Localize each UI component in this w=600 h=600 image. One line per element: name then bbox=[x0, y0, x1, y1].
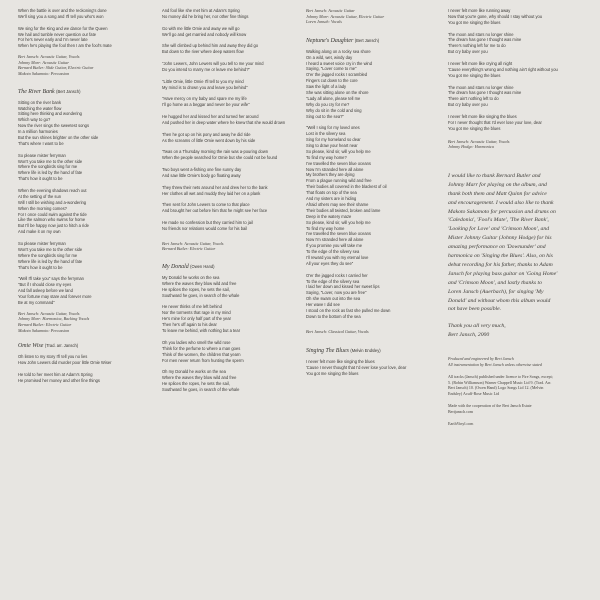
website-url: EarthVinyl.com bbox=[448, 421, 474, 427]
lyric-line: I heard a sweet voice cry in the wind bbox=[306, 60, 372, 66]
lyric-line: I laid her down and kissed her sweet lips bbox=[306, 284, 380, 290]
lyric-line: Their bodies all covered in the blackest of oil bbox=[306, 184, 387, 190]
publishing-line: Bert Jansch) 10. (Owen Hand) Logo Songs Ltd 12. (Melvin bbox=[448, 385, 544, 391]
lyric-line: Her wave I did see bbox=[306, 302, 340, 308]
lyric-line: Where the waves they blow wild and free bbox=[162, 375, 237, 381]
thanks-line: Loren Jansch (Auerbach), for singing 'My bbox=[448, 288, 544, 295]
song-title-my-donald: My Donald (Owen Hand) bbox=[162, 264, 215, 271]
lyric-line: Oh my Donald he works on the sea bbox=[162, 369, 226, 375]
thanks-line: and 'Crimson Moon', and lastly thanks to bbox=[448, 279, 542, 286]
lyric-line: Saying, "Lover, now you are free" bbox=[306, 290, 367, 296]
lyric-line: Will I still be wishing and a-wondering bbox=[18, 199, 87, 205]
credit-line: Bert Jansch: Acoustic Guitar, Vocals bbox=[18, 54, 80, 60]
lyric-line: We hail and tumble never question our fate bbox=[18, 31, 96, 37]
lyric-line: Oh she swam out into the sea bbox=[306, 296, 361, 302]
lyric-line: If you promise you will take me bbox=[306, 243, 362, 249]
lyric-line: And fool like she met him at Adam's Spring bbox=[162, 8, 240, 13]
column-4 bbox=[448, 0, 594, 600]
lyric-line: Saw the light of a lady bbox=[306, 84, 347, 90]
lyric-line: You got me singing the blues bbox=[448, 72, 501, 78]
lyric-line: Lost in the silvery sea bbox=[306, 131, 346, 137]
lyric-line: Sing to draw your heart near bbox=[306, 143, 358, 149]
lyric-line: Which way to go? bbox=[18, 117, 51, 123]
song-title-river-bank: The River Bank (Bert Jansch) bbox=[18, 88, 81, 95]
lyric-line: Now I'm stranded here all alone bbox=[306, 237, 364, 243]
lyric-line: Now I'm stranded here all alone bbox=[306, 166, 364, 172]
song-credits bbox=[18, 311, 146, 333]
lyric-line: No friends nor relations would come for his bail bbox=[162, 225, 248, 231]
lyric-line: She will climbed up behind him and away they did go bbox=[162, 43, 259, 49]
lyric-line: Then he got up on his pony and away he did ride bbox=[162, 131, 251, 137]
lyric-line: You got me singing the blues bbox=[306, 371, 359, 377]
column-3 bbox=[306, 0, 436, 600]
lyric-line: From a plague running wild and free bbox=[306, 178, 372, 184]
lyric-line: "Well I'll take you" says the ferryman bbox=[18, 276, 84, 282]
thanks-line: 'Looking for Love' and 'Crimson Moon', and bbox=[448, 226, 550, 233]
song-verses bbox=[18, 100, 146, 306]
lyric-line: But the sun shines brighter on the other side bbox=[18, 134, 99, 140]
thanks-line: and encouragement. I would also like to thank bbox=[448, 199, 554, 206]
estate-line: Bertjansch.com bbox=[448, 408, 473, 414]
thanks-line: Mister Johnny Guitar (Johnny Hodge) for his bbox=[448, 235, 552, 242]
lyric-line: When the evening shadows reach out bbox=[18, 187, 87, 193]
song-verses bbox=[448, 8, 594, 132]
lyric-line: Think for the perfume to where a man goes bbox=[162, 345, 241, 351]
lyric-line: That's how it ought to be bbox=[18, 264, 63, 270]
lyric-line: So please mister ferryman bbox=[18, 152, 66, 158]
song-verses bbox=[306, 49, 436, 320]
lyric-line: Where life is led by the hand of fate bbox=[18, 258, 83, 264]
credit-line: Bert Jansch: Acoustic Guitar, Vocals bbox=[162, 240, 224, 246]
song-credits bbox=[306, 8, 436, 25]
column-1 bbox=[18, 0, 146, 600]
lyric-line: I'll go home as a beggar and never be your wife" bbox=[162, 102, 250, 108]
lyric-line: To find my way home? bbox=[306, 154, 347, 160]
lyric-line: He splices the ropes, he sets the sail, bbox=[162, 381, 230, 387]
lyric-line: You got me singing the blues bbox=[448, 19, 501, 25]
lyric-line: Think of the women, the children that yearn bbox=[162, 351, 241, 357]
lyric-line: We'll go and get married and nobody will know bbox=[162, 31, 247, 37]
lyric-line: He promised her money and other fine things bbox=[18, 377, 100, 383]
lyric-line: Now that you're gone, why should I stay without you bbox=[448, 13, 543, 19]
lyric-line: Nor the torments that rage in my mind bbox=[162, 310, 231, 316]
lyric-line: For I once could swim against the tide bbox=[18, 211, 87, 217]
lyric-line: O'er the jagged rocks I scrambled bbox=[306, 72, 368, 78]
lyric-line: Then sent for John Lewers to come to that place bbox=[162, 202, 250, 208]
lyric-line: For men never return from hunting the sperm bbox=[162, 357, 244, 363]
thanks-line: Johnny Marr for playing on the album, and bbox=[448, 181, 547, 188]
publishing-line: All tracks (Jansch) published under licence to Fire Songs, except; bbox=[448, 374, 553, 380]
lyric-line: Why do you cry for me? bbox=[306, 101, 350, 107]
lyric-line: In a million harmonies bbox=[18, 129, 58, 135]
publishing-notes bbox=[448, 374, 594, 396]
credit-line: Johnny Marr: Harmonica, Backing Vocals bbox=[18, 316, 90, 322]
lyric-line: Her clothes all wet and muddy they laid her on a plank bbox=[162, 190, 261, 196]
lyric-line: He's mine for only half part of the year bbox=[162, 316, 232, 322]
thanks-line: thank both them and Matt Quinn for advice bbox=[448, 190, 547, 197]
thanks-line: harmonica on 'Singing the Blues'. Also, on his bbox=[448, 253, 553, 260]
lyric-line: And saw little Omie's body go floating away bbox=[162, 172, 241, 178]
lyric-line: They threw their nets around her and drew her to the bank bbox=[162, 184, 268, 190]
song-verses bbox=[18, 354, 146, 383]
lyric-line: That floats on top of the sea bbox=[306, 190, 357, 196]
lyric-line: "Well I sing for my loved ones bbox=[306, 125, 360, 131]
lyric-line: Sing for my homeland so dear bbox=[306, 137, 361, 143]
lyric-line: "John Lewers, John Lewers will you tell to me your mind bbox=[162, 61, 264, 67]
lyric-line: Why do sit in the cold and sing bbox=[306, 107, 362, 113]
lyric-line: Where life is led by the hand of fate bbox=[18, 170, 83, 176]
lyric-line: He never thinks of me left behind bbox=[162, 304, 222, 310]
lyric-line: Oh you ladies who smell the wild rose bbox=[162, 339, 231, 345]
lyric-line: As the screams of little Omie went down by his side bbox=[162, 137, 256, 143]
thanks-line: Jansch for playing bass guitar on 'Going Home' bbox=[448, 270, 558, 277]
song-verses bbox=[306, 359, 436, 377]
lyric-line: To the edge of the silvery sea bbox=[306, 278, 360, 284]
lyric-line: The moon and stars no longer shine bbox=[448, 84, 514, 90]
lyric-line: Southward he goes, in search of the whale bbox=[162, 386, 240, 392]
lyric-line: There's nothing left for me to do bbox=[448, 43, 506, 49]
lyric-line: Walking along on a rocky sea shore bbox=[306, 48, 371, 54]
lyric-line: We'll sing you a song and I'll tell you who's won bbox=[18, 13, 104, 19]
lyric-line: The dream has gone I thought was mine bbox=[448, 90, 522, 96]
lyric-line: I'll reward you with my eternal love bbox=[306, 254, 369, 260]
lyric-line: Do you intend to marry me or leave me behind?" bbox=[162, 66, 250, 72]
lyric-line: And brought her out before him that he might see her face bbox=[162, 208, 268, 214]
lyric-line: He splices the ropes, he sets the sail, bbox=[162, 286, 230, 292]
lyric-line: Oh listen to my story I'll tell you no lies bbox=[18, 354, 88, 360]
song-title-neptunes-daughter: Neptune's Daughter (Bert Jansch) bbox=[306, 37, 380, 44]
lyric-line: For he's never early and I'm never late bbox=[18, 37, 88, 43]
credit-line: Bert Jansch: Acoustic Guitar, Vocals bbox=[18, 310, 80, 316]
song-credits bbox=[448, 139, 594, 150]
lyric-line: Their bodies all twisted, broken and lame bbox=[306, 207, 381, 213]
lyric-line: Deep in the watery maze bbox=[306, 213, 352, 219]
lyric-line: That's where I want to be bbox=[18, 140, 64, 146]
lyric-line: No money did he bring her, nor other fine things bbox=[162, 13, 249, 19]
lyric-line: Then he's off again to his dear bbox=[162, 322, 217, 328]
lyric-line: How John Lewers did murder poor little Omie Wiser bbox=[18, 360, 112, 366]
lyric-line: I've travelled the seven blue oceans bbox=[306, 160, 371, 166]
lyric-line: On a wild, wet, windy day bbox=[306, 54, 353, 60]
lyric-line: "But if I should close my eyes bbox=[18, 282, 72, 288]
lyric-line: Won't you take me to the other side bbox=[18, 246, 83, 252]
thanks-line: I would like to thank Bernard Butler and bbox=[448, 172, 541, 179]
lyric-line: He made no confession but they carried him to jail bbox=[162, 220, 253, 226]
lyric-line: We sing for the King and we dance for the Queen bbox=[18, 25, 108, 31]
lyric-line: That's how it ought to be bbox=[18, 176, 63, 182]
thanks-line: not have been possible. bbox=[448, 306, 502, 313]
lyric-line: And my sisters are in hiding bbox=[306, 196, 357, 202]
lyric-line: When the morning comes? bbox=[18, 205, 67, 211]
production-line: All instrumentation by Bert Jansch unless otherwise stated bbox=[448, 361, 542, 367]
lyric-line: At the setting of the sun bbox=[18, 193, 62, 199]
lyric-line: Two boys went a-fishing one fine sunny day bbox=[162, 167, 242, 173]
song-verses bbox=[18, 8, 146, 49]
lyric-line: Where the songbirds sing for me bbox=[18, 252, 78, 258]
lyric-line: And fall asleep before we land bbox=[18, 288, 73, 294]
lyric-line: To the edge of the silvery sea bbox=[306, 249, 360, 255]
song-verses bbox=[162, 8, 290, 232]
lyric-line: O'er the jagged rocks I carried her bbox=[306, 272, 368, 278]
lyric-line: My Donald he works on the sea bbox=[162, 275, 220, 281]
credit-line: Bernard Butler: Slide Guitar, Electric Guitar bbox=[18, 65, 94, 71]
lyric-line: And make it on my own bbox=[18, 229, 61, 235]
lyric-line: So please mister ferryman bbox=[18, 240, 66, 246]
lyric-line: You got me singing the blues bbox=[448, 125, 501, 131]
lyric-line: Where the waves they blow wild and free bbox=[162, 280, 237, 286]
lyric-line: But cry baby over you bbox=[448, 49, 488, 55]
lyric-line: Be at my command" bbox=[18, 299, 55, 305]
lyric-line: Your fortune may stare and forever more bbox=[18, 294, 92, 299]
lyric-line: I never felt more like crying all night bbox=[448, 61, 513, 67]
song-verses bbox=[162, 275, 290, 393]
publishing-line: Endsley) Acuff-Rose Music Ltd bbox=[448, 390, 500, 396]
lyric-line: When the people searched for Omie but she could not be found bbox=[162, 155, 278, 161]
lyric-line: My mind is to drown you and leave you behind" bbox=[162, 84, 248, 90]
lyric-line: But I'll be happy now just to hitch a ride bbox=[18, 223, 89, 229]
lyric-line: To find my way home bbox=[306, 225, 345, 231]
lyric-line: Watching the water flow bbox=[18, 105, 62, 111]
credit-line: Bert Jansch: Acoustic Guitar bbox=[306, 8, 355, 13]
thanks-line: debut recording for his father, thanks to Adam bbox=[448, 261, 553, 268]
production-line: Produced and engineered by Bert Jansch bbox=[448, 356, 514, 362]
lyric-line: He hugged her and kissed her and turned her around bbox=[162, 114, 259, 120]
lyric-line: But cry baby over you bbox=[448, 102, 488, 108]
lyric-line: The moon and stars no longer shine bbox=[448, 31, 514, 37]
column-2 bbox=[162, 0, 290, 600]
song-title-singing-the-blues: Singing The Blues (Melvin Endsley) bbox=[306, 348, 381, 355]
lyric-line: I stood on the rock as fast she pulled me down bbox=[306, 307, 391, 313]
lyric-line: Fingers cut down to the core bbox=[306, 78, 358, 84]
lyric-line: The dream has gone I thought was mine bbox=[448, 37, 522, 43]
lyric-line: I never felt more like singing the blues bbox=[306, 359, 375, 365]
signoff-line: Thank you all very much, bbox=[448, 323, 506, 330]
credit-line: Johnny Hodge: Harmonica bbox=[448, 144, 494, 150]
credit-line: Bert Jansch: Acoustic Guitar, Vocals bbox=[448, 138, 510, 144]
credit-line: Johnny Marr: Acoustic Guitar bbox=[18, 59, 69, 65]
lyric-line: Afraid others may see their shame bbox=[306, 201, 369, 207]
song-credits bbox=[18, 54, 146, 76]
lyric-line: So please, kind sir, will you help me bbox=[306, 219, 371, 225]
lyric-line: Southward he goes, in search of the whale bbox=[162, 292, 240, 298]
lyric-line: To leave me behind, with nothing but a tear bbox=[162, 328, 241, 334]
lyric-line: Where the songbirds sing for me bbox=[18, 164, 78, 170]
credit-line: Johnny Marr: Acoustic Guitar, Electric Guitar bbox=[306, 13, 385, 19]
thanks-line: Donald' and without whom this album would bbox=[448, 297, 551, 304]
lyric-line: 'Cause I never thought that I'd ever lose your love, dear bbox=[306, 365, 407, 371]
estate-line: Made with the cooperation of the Bert Jansch Estate bbox=[448, 403, 532, 409]
lyric-line: There ain't nothing left to do bbox=[448, 96, 499, 102]
lyric-line: All your eyes they do see" bbox=[306, 260, 354, 266]
lyric-line: Go with me little Omie and away we will go bbox=[162, 25, 240, 31]
lyric-line: When he's playing the fool then I am the fool's mate bbox=[18, 43, 112, 49]
thanks-line: Makoto Sakamoto for percussion and drums on bbox=[448, 208, 556, 215]
signoff-line: Bert Jansch, 2000 bbox=[448, 332, 490, 339]
lyric-line: 'Twas on a Thursday morning the rain was a-pouring down bbox=[162, 149, 269, 155]
credit-line: Loren Jansch: Vocals bbox=[306, 19, 342, 25]
acknowledgements bbox=[448, 172, 594, 315]
lyric-line: "Have mercy on my baby and spare me my life bbox=[162, 96, 247, 102]
song-credits bbox=[162, 241, 290, 252]
lyric-line: But down to the river where deep waters flow bbox=[162, 49, 244, 55]
lyric-line: So please, kind sir, will you help me bbox=[306, 148, 371, 154]
lyric-line: For I never thought that I'd ever lose your love, dear bbox=[448, 119, 542, 125]
lyric-line: Won't you take me to the other side bbox=[18, 158, 83, 164]
lyric-line: Like the salmon who swims for home bbox=[18, 217, 86, 223]
credit-line: Bernard Butler: Electric Guitar bbox=[162, 246, 216, 252]
thanks-line: 'Caledonia', 'Fool's Mate', 'The River Bank', bbox=[448, 217, 549, 224]
song-title-omie-wise: Omie Wise (Trad. arr. Jansch) bbox=[18, 343, 79, 350]
lyric-line: My brothers they are dying bbox=[306, 172, 355, 178]
lyric-line: I never felt more like singing the blues bbox=[448, 114, 517, 120]
lyric-line: And pushed her in deep water where he knew that she would drown bbox=[162, 119, 286, 125]
credit-line: Bernard Butler: Electric Guitar bbox=[18, 321, 72, 327]
signoff bbox=[448, 322, 594, 340]
lyric-line: "Little Omie, little Omie I'll tell to you my mind bbox=[162, 78, 244, 84]
lyric-line: Now the river sings the sweetest songs bbox=[18, 123, 89, 129]
lyric-line: She was sitting alone on the shore bbox=[306, 90, 369, 96]
credit-line: Makoto Sakamoto: Percussion bbox=[18, 71, 70, 77]
production-credits bbox=[448, 356, 594, 367]
estate-note bbox=[448, 403, 594, 414]
lyric-line: 'Cause everything's wrong and nothing ain't right without you bbox=[448, 66, 558, 72]
lyric-line: "Lady all alone, please tell me bbox=[306, 95, 361, 101]
lyric-line: Down to the bottom of the sea bbox=[306, 313, 361, 319]
publishing-line: 5. (Robin Williamson) Warner Chappell Music Ltd 9. (Trad. Arr. bbox=[448, 379, 552, 385]
lyric-line: Sitting on the river bank bbox=[18, 99, 62, 105]
lyric-line: I never felt more like running away bbox=[448, 8, 511, 13]
lyric-line: Sitting here thinking and wondering bbox=[18, 111, 82, 117]
thanks-line: amazing performance on 'Downunder' and bbox=[448, 244, 546, 251]
credit-line: Makoto Sakamoto: Percussion bbox=[18, 327, 70, 333]
credit-line: Bert Jansch: Classical Guitar, Vocals bbox=[306, 328, 369, 334]
lyric-line: When the battle is over and the reckoning's done bbox=[18, 8, 107, 13]
lyric-line: Saying, "Lover come to me" bbox=[306, 66, 357, 72]
lyric-line: He told to her meet him at Adam's Spring bbox=[18, 371, 93, 377]
lyric-line: I've travelled the seven blue oceans bbox=[306, 231, 371, 237]
lyric-line: Sing out to the sea?" bbox=[306, 113, 344, 119]
